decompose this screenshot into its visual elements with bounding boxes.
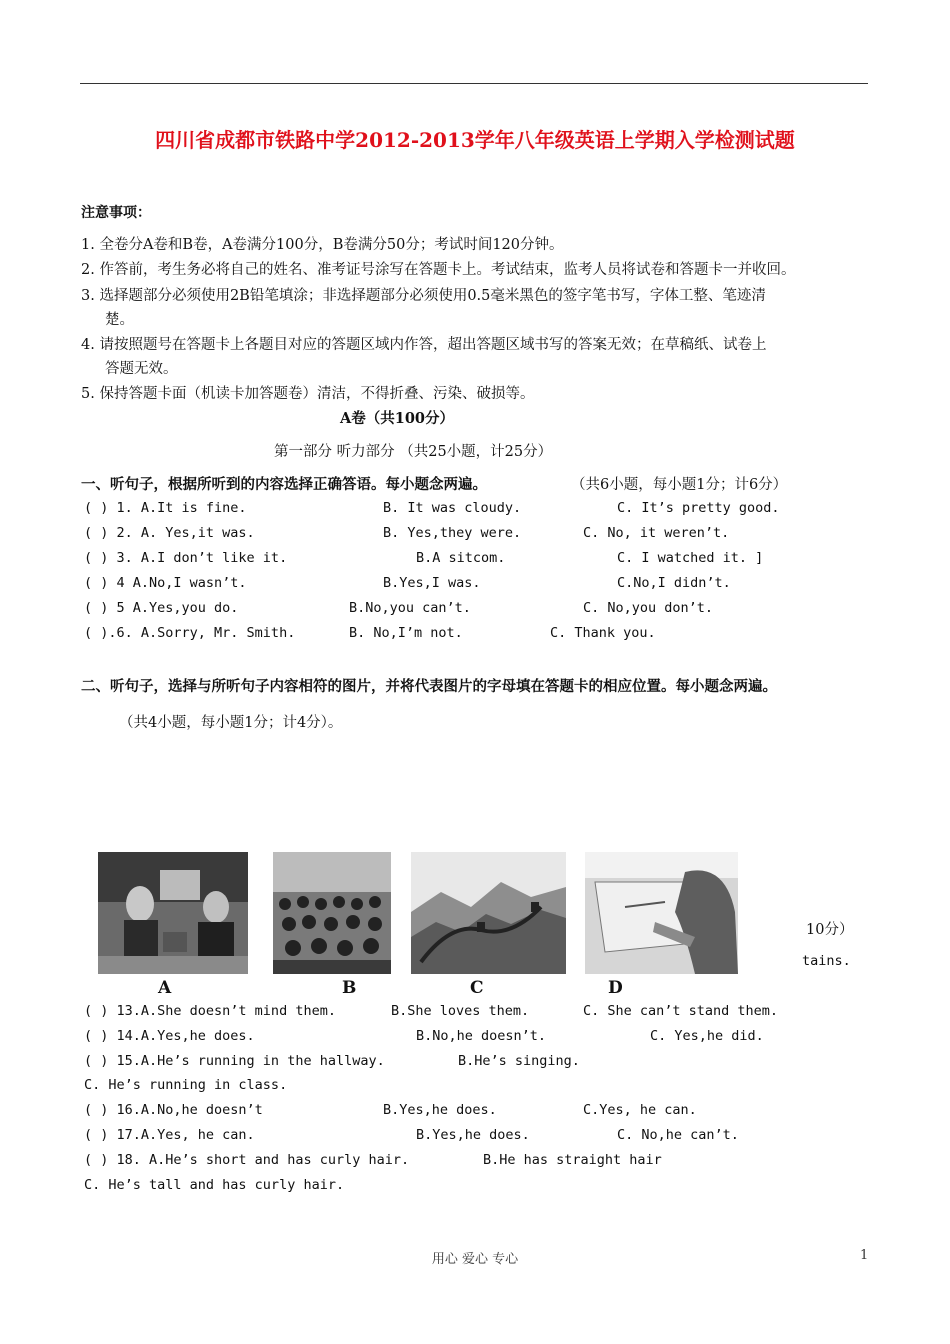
page-title: 四川省成都市铁路中学2012-2013学年八年级英语上学期入学检测试题: [155, 128, 795, 152]
q1-row: ( ) 3. A.I don’t like it.: [84, 550, 288, 566]
picture-label-a: A: [158, 978, 172, 998]
note-4-cont: 答题无效。: [105, 361, 178, 377]
note-3-cont: 楚。: [105, 312, 134, 328]
q3-row: ( ) 15.A.He’s running in the hallway.: [84, 1053, 385, 1069]
q1-row: ( ) 1. A.It is fine.: [84, 500, 247, 516]
notes-heading: 注意事项：: [81, 205, 151, 221]
q3-option-c: C. She can’t stand them.: [583, 1003, 779, 1019]
q2-heading: 二、听句子，选择与所听句子内容相符的图片，并将代表图片的字母填在答题卡的相应位置。每小题念两遍。: [81, 678, 777, 695]
q3-row: ( ) 14.A.Yes,he does.: [84, 1028, 255, 1044]
q3-option-b: B.Yes,he does.: [416, 1127, 530, 1143]
section-a-heading: A卷（共100分）: [340, 410, 455, 427]
picture-label-c: C: [470, 978, 484, 998]
q3-option-b: B.Yes,he does.: [383, 1102, 497, 1118]
q3-option-c: C. No,he can’t.: [617, 1127, 739, 1143]
q3-option-c: C. Yes,he did.: [650, 1028, 764, 1044]
photo-b-classroom: [273, 852, 391, 974]
side-fragment-1: 10分）: [806, 922, 854, 938]
picture-label-d: D: [608, 978, 623, 998]
side-fragment-2: tains.: [802, 953, 851, 969]
q1-heading: 一、听句子，根据所听到的内容选择正确答语。每小题念两遍。: [81, 476, 487, 493]
q1-option-b: B.No,you can’t.: [349, 600, 471, 616]
note-3: 3. 选择题部分必须使用2B铅笔填涂；非选择题部分必须使用0.5毫米黑色的签字笔书写，字体工整、笔迹清: [81, 288, 766, 304]
page-footer: 用心 爱心 专心: [431, 1252, 519, 1267]
q1-row: ( ) 4 A.No,I wasn’t.: [84, 575, 247, 591]
photo-a-tv-show: [98, 852, 248, 974]
header-rule: [80, 83, 868, 84]
page-number: 1: [860, 1248, 869, 1263]
q1-option-c: C. No, it weren’t.: [583, 525, 730, 541]
q1-option-b: B. Yes,they were.: [383, 525, 522, 541]
photo-d-drawing: [585, 852, 738, 974]
q1-row: ( ) 2. A. Yes,it was.: [84, 525, 255, 541]
q1-option-c: C. No,you don’t.: [583, 600, 714, 616]
q1-option-c: C.No,I didn’t.: [617, 575, 731, 591]
part1-heading: 第一部分 听力部分 （共25小题，计25分）: [274, 444, 553, 460]
q3-row-cont: C. He’s running in class.: [84, 1077, 288, 1093]
q1-option-b: B.A sitcom.: [416, 550, 506, 566]
q3-row: ( ) 18. A.He’s short and has curly hair.: [84, 1152, 410, 1168]
q1-option-b: B. No,I’m not.: [349, 625, 463, 641]
q1-option-c: C. Thank you.: [550, 625, 656, 641]
q3-row: ( ) 13.A.She doesn’t mind them.: [84, 1003, 336, 1019]
q2-note: （共4小题，每小题1分；计4分）。: [119, 715, 343, 731]
q1-row: ( ).6. A.Sorry, Mr. Smith.: [84, 625, 296, 641]
note-1: 1. 全卷分A卷和B卷，A卷满分100分，B卷满分50分；考试时间120分钟。: [81, 237, 564, 253]
note-4: 4. 请按照题号在答题卡上各题目对应的答题区域内作答，超出答题区域书写的答案无效；在草稿纸、试卷上: [81, 337, 767, 353]
q3-option-b: B.He’s singing.: [458, 1053, 580, 1069]
note-5: 5. 保持答题卡面（机读卡加答题卷）清洁，不得折叠、污染、破损等。: [81, 386, 535, 402]
photo-c-great-wall: [411, 852, 566, 974]
q1-option-b: B. It was cloudy.: [383, 500, 522, 516]
picture-label-b: B: [342, 978, 357, 998]
q3-row: ( ) 16.A.No,he doesn’t: [84, 1102, 263, 1118]
q1-row: ( ) 5 A.Yes,you do.: [84, 600, 239, 616]
q3-option-b: B.No,he doesn’t.: [416, 1028, 547, 1044]
q3-option-b: B.She loves them.: [391, 1003, 530, 1019]
picture-strip: [98, 852, 748, 1002]
q1-option-b: B.Yes,I was.: [383, 575, 481, 591]
q3-option-b: B.He has straight hair: [483, 1152, 662, 1168]
q1-option-c: C. I watched it. ]: [617, 550, 764, 566]
q3-row-cont: C. He’s tall and has curly hair.: [84, 1177, 345, 1193]
q1-option-c: C. It’s pretty good.: [617, 500, 780, 516]
q1-note: （共6小题，每小题1分；计6分）: [571, 477, 788, 493]
q3-option-c: C.Yes, he can.: [583, 1102, 697, 1118]
q3-row: ( ) 17.A.Yes, he can.: [84, 1127, 255, 1143]
note-2: 2. 作答前，考生务必将自己的姓名、准考证号涂写在答题卡上。考试结束，监考人员将试卷和答题卡一并收回。: [81, 262, 796, 278]
